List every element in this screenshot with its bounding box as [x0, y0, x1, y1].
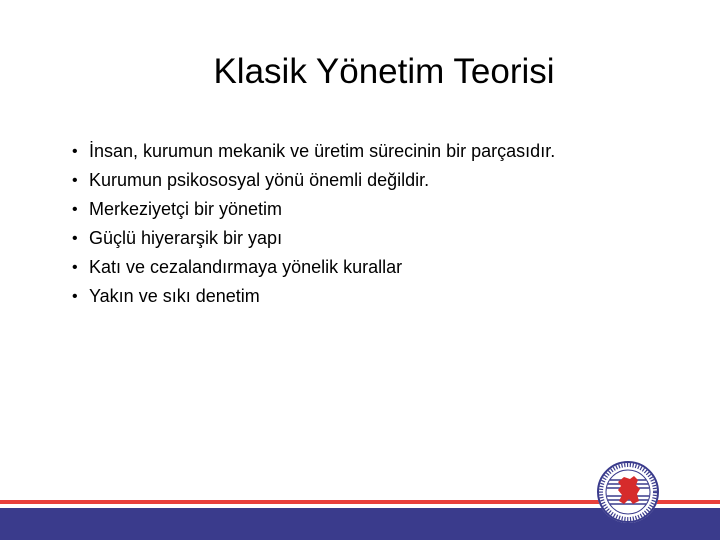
bullet-text: Katı ve cezalandırmaya yönelik kurallar — [89, 257, 403, 277]
bullet-text: Yakın ve sıkı denetim — [89, 286, 260, 306]
bullet-text: Kurumun psikososyal yönü önemli değildir. — [89, 170, 430, 190]
bullet-marker: • — [72, 201, 78, 218]
university-seal-icon — [596, 460, 660, 524]
bullet-list — [72, 137, 555, 311]
bullet-marker: • — [72, 230, 78, 247]
bullet-item — [72, 166, 555, 195]
bullet-item — [72, 253, 555, 282]
bullet-marker: • — [72, 259, 78, 276]
bullet-text: Merkeziyetçi bir yönetim — [89, 199, 283, 219]
bullet-item — [72, 195, 555, 224]
bullet-marker: • — [72, 288, 78, 305]
bullet-item — [72, 282, 555, 311]
slide-title: Klasik Yönetim Teorisi — [213, 52, 555, 91]
bullet-marker: • — [72, 143, 78, 160]
bullet-marker: • — [72, 172, 78, 189]
bullet-item — [72, 137, 555, 166]
seal-graphic — [596, 460, 660, 524]
bullet-text: İnsan, kurumun mekanik ve üretim sürecinin bir parçasıdır. — [89, 141, 556, 161]
bullet-text: Güçlü hiyerarşik bir yapı — [89, 228, 283, 248]
bullet-item — [72, 224, 555, 253]
